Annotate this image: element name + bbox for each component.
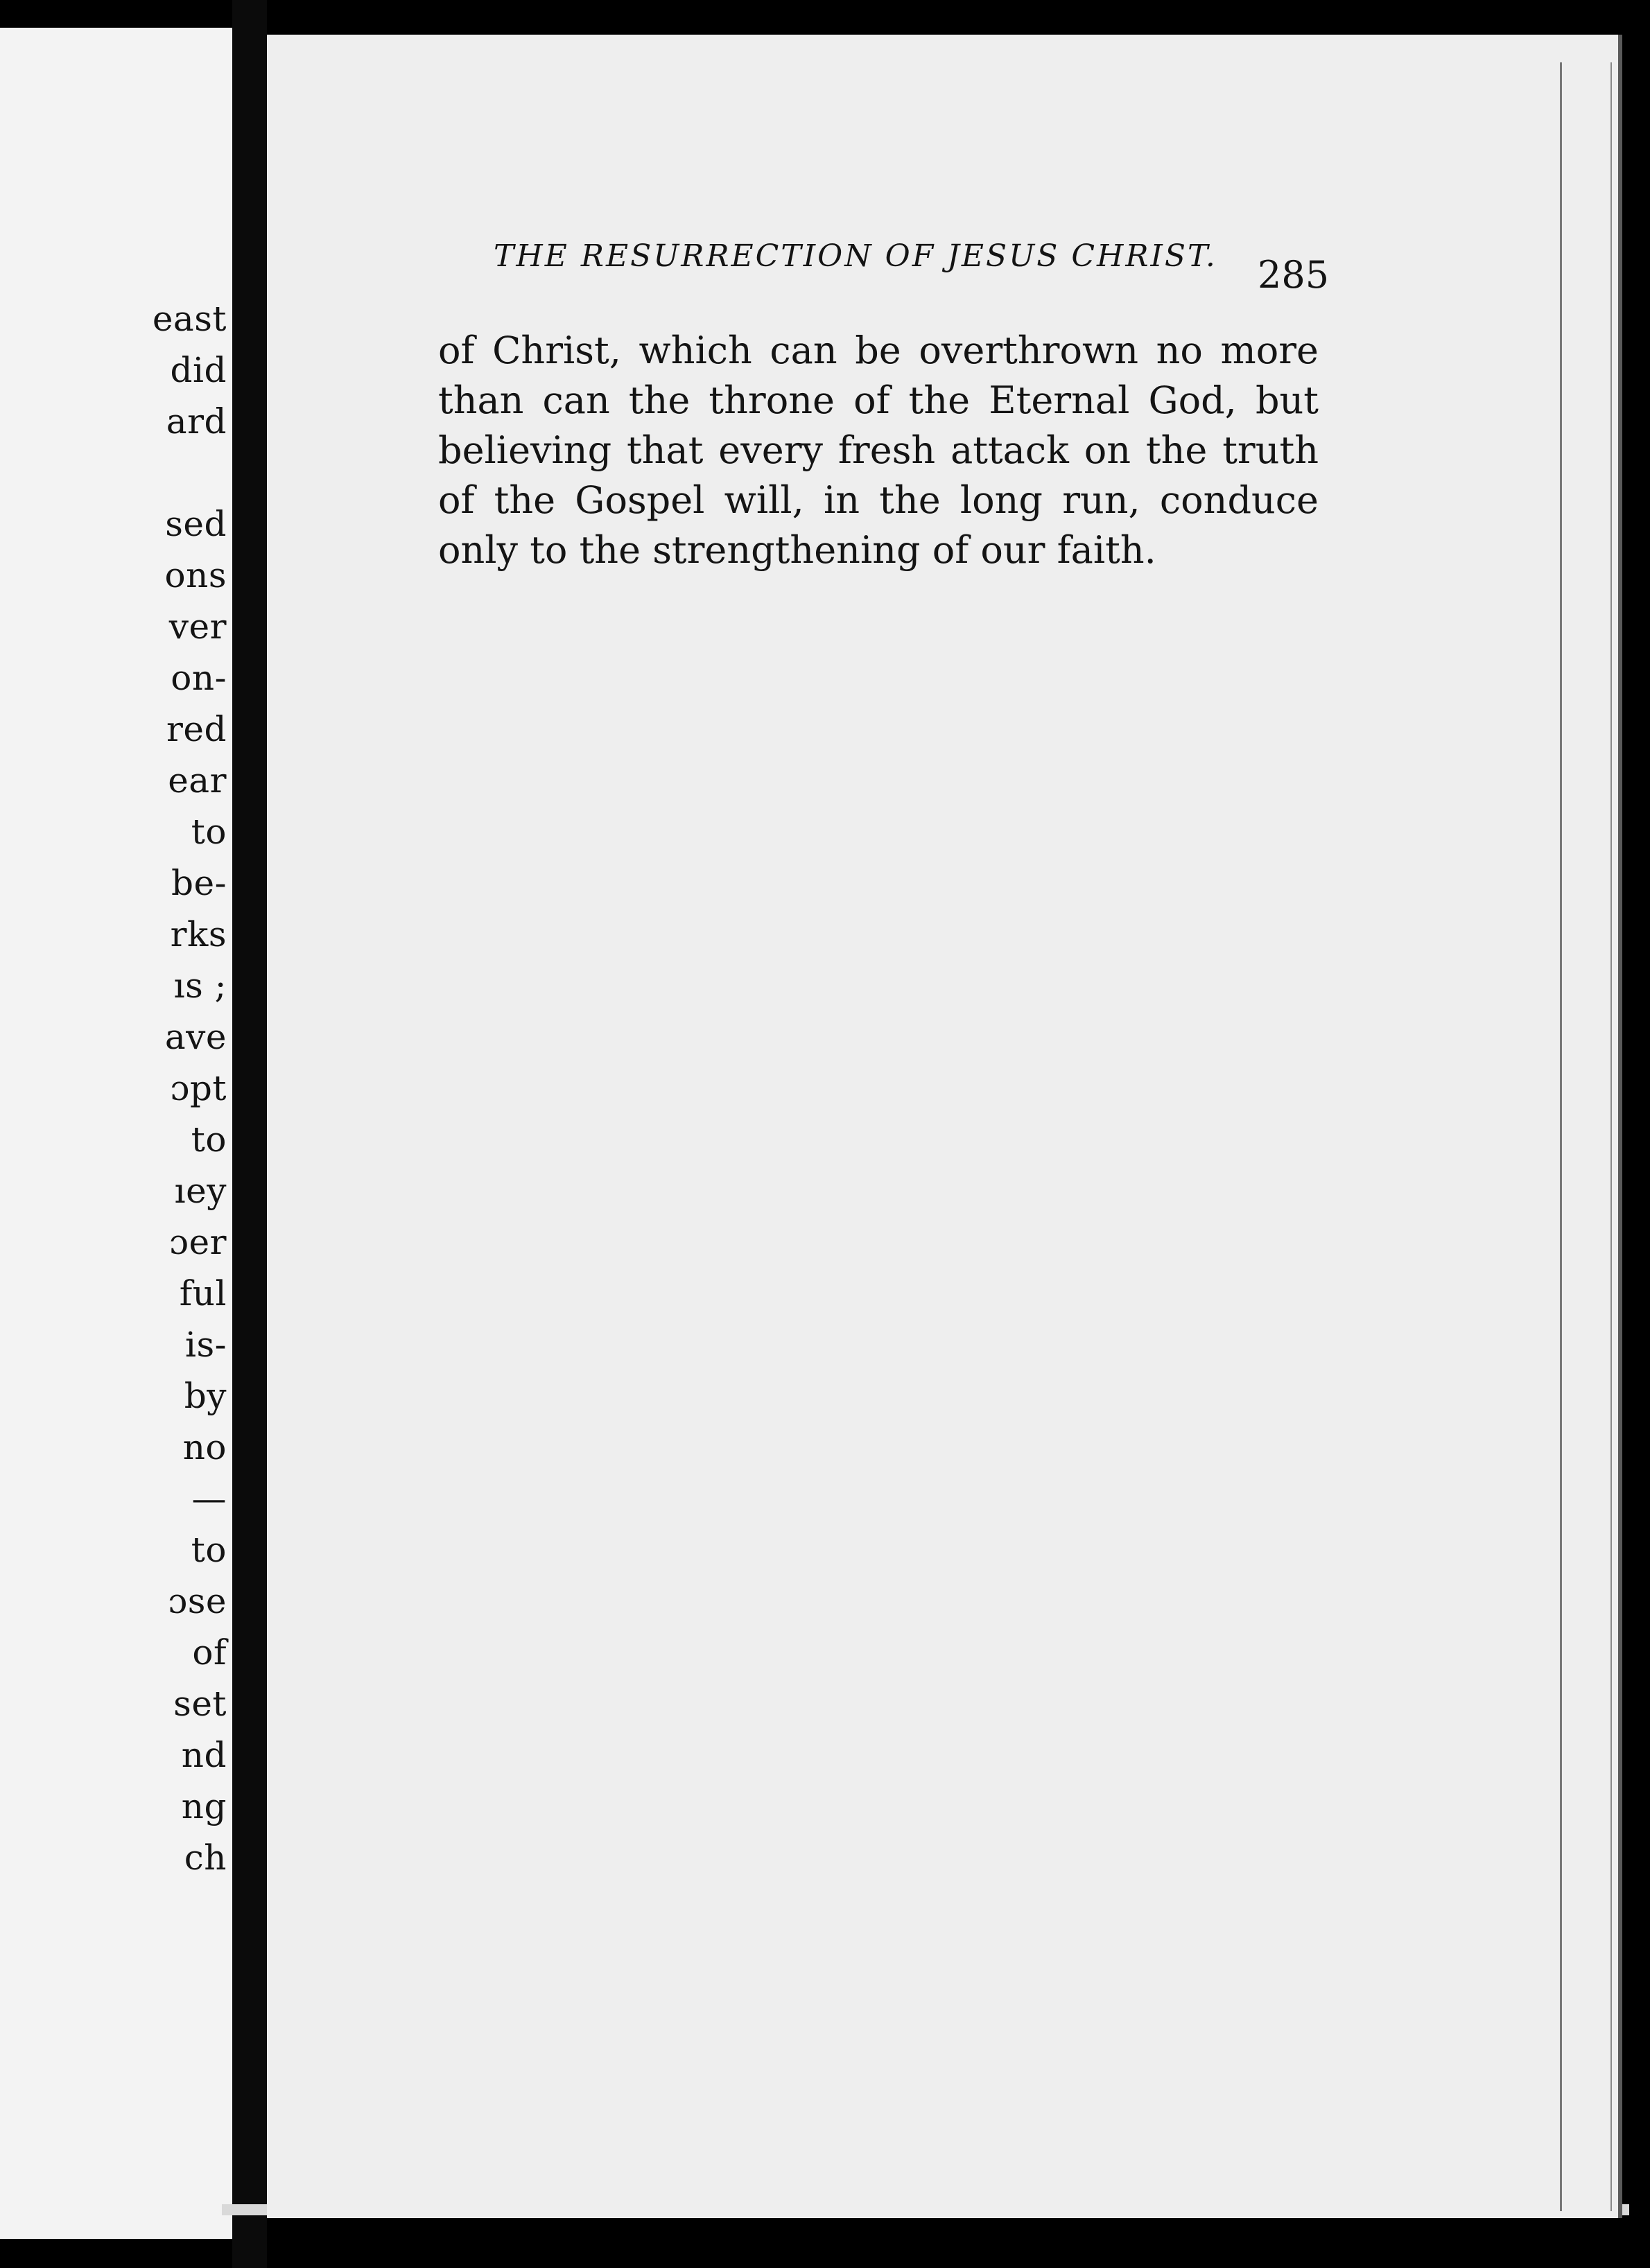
facing-page-fragment: — xyxy=(191,1478,227,1519)
facing-page-fragment: ɔse xyxy=(168,1581,227,1621)
body-line: believing that every fresh attack on the truth xyxy=(438,428,1319,472)
facing-page-fragment: be- xyxy=(171,863,227,903)
body-paragraph xyxy=(438,326,1319,575)
facing-page-fragment: set xyxy=(173,1684,227,1724)
facing-page-fragment: nd xyxy=(181,1735,227,1775)
body-line: of the Gospel will, in the long run, conduce xyxy=(438,478,1319,522)
page-number: 285 xyxy=(1258,253,1330,297)
facing-page-fragment: did xyxy=(170,350,227,390)
facing-page-fragment: east xyxy=(152,299,227,339)
facing-page-fragment: ch xyxy=(184,1838,227,1878)
facing-page-fragment: to xyxy=(191,1530,227,1570)
facing-page-fragment: ard xyxy=(166,401,227,442)
facing-page-fragment: by xyxy=(184,1376,227,1416)
facing-page-fragment: no xyxy=(182,1427,227,1467)
facing-page-fragment: red xyxy=(166,709,227,749)
facing-page-fragment: ɔer xyxy=(169,1222,227,1262)
facing-page-fragment: to xyxy=(191,1119,227,1160)
facing-page-fragment: on- xyxy=(171,658,227,698)
page-fore-edge xyxy=(1560,62,1612,2211)
facing-page-fragment: ɔpt xyxy=(170,1068,227,1108)
facing-page-fragment: ver xyxy=(168,607,227,647)
running-head: THE RESURRECTION OF JESUS CHRIST. xyxy=(494,238,1217,274)
facing-page-left xyxy=(0,28,232,2239)
facing-page-fragment: ıey xyxy=(174,1171,227,1211)
facing-page-fragment: of xyxy=(192,1632,227,1673)
facing-page-fragment: to xyxy=(191,812,227,852)
facing-page-fragment: sed xyxy=(165,504,227,544)
facing-page-fragment: ıs ; xyxy=(173,966,227,1006)
facing-page-fragment: rks xyxy=(170,914,227,954)
facing-page-fragment: is- xyxy=(184,1325,227,1365)
body-line: of Christ, which can be overthrown no more xyxy=(438,329,1319,372)
facing-page-fragment: ear xyxy=(168,760,227,801)
facing-page-fragment: ons xyxy=(164,555,227,595)
body-line: than can the throne of the Eternal God, but xyxy=(438,378,1319,422)
facing-page-fragment: ave xyxy=(164,1017,227,1057)
facing-page-fragment: ful xyxy=(179,1273,227,1314)
body-line: only to the strengthening of our faith. xyxy=(438,528,1156,572)
facing-page-fragment: ng xyxy=(181,1786,227,1826)
book-gutter xyxy=(232,0,267,2268)
